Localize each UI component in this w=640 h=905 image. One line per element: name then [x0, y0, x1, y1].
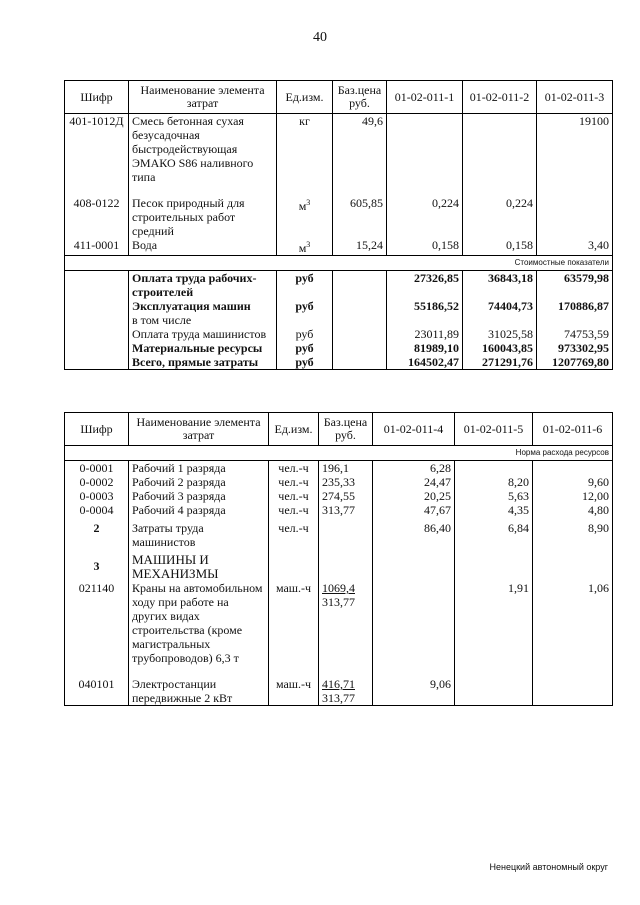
footer-region-label: Ненецкий автономный округ	[489, 862, 608, 872]
table-row	[65, 196, 613, 238]
summary-value-2: 74404,73	[463, 299, 537, 313]
section-title: МАШИНЫ И МЕХАНИЗМЫ	[129, 549, 269, 581]
section-code: 3	[65, 549, 129, 581]
row-unit: $м^3$	[277, 238, 333, 256]
row-value-1: 86,40	[373, 517, 455, 549]
summary-value-1: 23011,89	[387, 327, 463, 341]
resource-table-1	[64, 80, 613, 370]
strip-label: Норма расхода ресурсов	[373, 446, 613, 461]
summary-name: Эксплуатация машин	[129, 299, 277, 313]
row-name: Электростанции передвижные 2 кВт	[129, 677, 269, 706]
summary-row	[65, 341, 613, 355]
row-price	[319, 581, 373, 665]
summary-row	[65, 271, 613, 300]
row-code: 411-0001	[65, 238, 129, 256]
summary-value-1: 164502,47	[387, 355, 463, 370]
row-value-2: 1,91	[455, 581, 533, 665]
row-unit: чел.-ч	[269, 461, 319, 476]
summary-row	[65, 313, 613, 327]
table-row	[65, 677, 613, 706]
row-price: 196,1	[319, 461, 373, 476]
resource-table-2	[64, 412, 613, 706]
row-value-1: 9,06	[373, 677, 455, 706]
header-col-6: 01-02-011-6	[533, 413, 613, 446]
row-value-1: 47,67	[373, 503, 455, 517]
row-price-secondary: 313,77	[322, 595, 355, 609]
summary-value-2: 271291,76	[463, 355, 537, 370]
row-value-2: 5,63	[455, 489, 533, 503]
row-value-1: 20,25	[373, 489, 455, 503]
summary-unit: руб	[277, 327, 333, 341]
header-unit: Ед.изм.	[277, 81, 333, 114]
row-code: 408-0122	[65, 196, 129, 238]
summary-unit: руб	[277, 271, 333, 300]
row-code: 0-0003	[65, 489, 129, 503]
row-price-primary: 1069,4	[322, 581, 355, 595]
row-name: Песок природный для строительных работ средний	[129, 196, 277, 238]
section-strip	[65, 446, 613, 461]
summary-value-2: 160043,85	[463, 341, 537, 355]
row-unit: чел.-ч	[269, 475, 319, 489]
row-code: 0-0002	[65, 475, 129, 489]
summary-unit: руб	[277, 355, 333, 370]
header-col-2: 01-02-011-2	[463, 81, 537, 114]
summary-name: Материальные ресурсы	[129, 341, 277, 355]
summary-unit	[277, 313, 333, 327]
summary-value-1	[387, 313, 463, 327]
row-value-1: 0,224	[387, 196, 463, 238]
summary-value-3: 63579,98	[537, 271, 613, 300]
summary-value-2	[463, 313, 537, 327]
row-value-3: 4,80	[533, 503, 613, 517]
summary-row	[65, 299, 613, 313]
row-value-1	[387, 114, 463, 185]
summary-name: Оплата труда машинистов	[129, 327, 277, 341]
summary-value-3: 74753,59	[537, 327, 613, 341]
header-base-price: Баз.цена руб.	[319, 413, 373, 446]
section-row	[65, 549, 613, 581]
header-name: Наименование элемента затрат	[129, 81, 277, 114]
row-name: Вода	[129, 238, 277, 256]
row-value-2: 0,224	[463, 196, 537, 238]
row-value-2: 8,20	[455, 475, 533, 489]
table-row	[65, 238, 613, 256]
row-unit: кг	[277, 114, 333, 185]
row-value-3	[533, 461, 613, 476]
row-value-3: 19100	[537, 114, 613, 185]
row-price-secondary: 313,77	[322, 691, 355, 705]
header-base-price: Баз.цена руб.	[333, 81, 387, 114]
row-name: Смесь бетонная сухая безусадочная быстродействующая ЭМАКО S86 наливного типа	[129, 114, 277, 185]
operators-row	[65, 517, 613, 549]
row-value-2: 6,84	[455, 517, 533, 549]
summary-value-3: 170886,87	[537, 299, 613, 313]
row-value-3: 1,06	[533, 581, 613, 665]
row-price: 605,85	[333, 196, 387, 238]
header-col-4: 01-02-011-4	[373, 413, 455, 446]
row-price: 235,33	[319, 475, 373, 489]
header-col-3: 01-02-011-3	[537, 81, 613, 114]
table-row	[65, 114, 613, 185]
summary-value-1: 55186,52	[387, 299, 463, 313]
row-name: Рабочий 4 разряда	[129, 503, 269, 517]
row-code: 021140	[65, 581, 129, 665]
row-value-3: 3,40	[537, 238, 613, 256]
row-price-primary: 416,71	[322, 677, 355, 691]
row-name: Краны на автомобильном ходу при работе на других видах строительства (кроме магистральных трубопроводов) 6,3 т	[129, 581, 269, 665]
strip-label: Стоимостные показатели	[65, 256, 613, 271]
table-row	[65, 489, 613, 503]
table-row	[65, 461, 613, 476]
header-code: Шифр	[65, 413, 129, 446]
row-name: Рабочий 3 разряда	[129, 489, 269, 503]
row-unit: $м^3$	[277, 196, 333, 238]
row-unit: чел.-ч	[269, 517, 319, 549]
header-name: Наименование элемента затрат	[129, 413, 269, 446]
summary-value-3: 1207769,80	[537, 355, 613, 370]
row-value-3: 9,60	[533, 475, 613, 489]
summary-row	[65, 355, 613, 370]
row-value-2	[455, 461, 533, 476]
summary-value-2: 31025,58	[463, 327, 537, 341]
row-code: 2	[65, 517, 129, 549]
summary-value-2: 36843,18	[463, 271, 537, 300]
row-name: Затраты труда машинистов	[129, 517, 269, 549]
header-code: Шифр	[65, 81, 129, 114]
row-value-3	[533, 677, 613, 706]
table-header-row	[65, 81, 613, 114]
row-value-3	[537, 196, 613, 238]
row-code: 0-0004	[65, 503, 129, 517]
row-name: Рабочий 2 разряда	[129, 475, 269, 489]
row-price: 274,55	[319, 489, 373, 503]
row-value-2	[455, 677, 533, 706]
summary-name: Всего, прямые затраты	[129, 355, 277, 370]
summary-unit: руб	[277, 299, 333, 313]
row-name: Рабочий 1 разряда	[129, 461, 269, 476]
header-col-1: 01-02-011-1	[387, 81, 463, 114]
row-unit: чел.-ч	[269, 489, 319, 503]
summary-row	[65, 327, 613, 341]
summary-unit: руб	[277, 341, 333, 355]
header-col-5: 01-02-011-5	[455, 413, 533, 446]
header-unit: Ед.изм.	[269, 413, 319, 446]
row-value-2: 4,35	[455, 503, 533, 517]
table-row	[65, 475, 613, 489]
row-value-1	[373, 581, 455, 665]
row-value-3: 12,00	[533, 489, 613, 503]
row-unit: маш.-ч	[269, 581, 319, 665]
page-number: 40	[313, 30, 327, 45]
row-price: 313,77	[319, 503, 373, 517]
table-header-row	[65, 413, 613, 446]
row-price	[319, 677, 373, 706]
row-code: 401-1012Д	[65, 114, 129, 185]
row-value-2	[463, 114, 537, 185]
row-unit: чел.-ч	[269, 503, 319, 517]
table-row	[65, 503, 613, 517]
table-row	[65, 581, 613, 665]
row-code: 040101	[65, 677, 129, 706]
row-value-1: 24,47	[373, 475, 455, 489]
summary-value-1: 27326,85	[387, 271, 463, 300]
summary-value-3: 973302,95	[537, 341, 613, 355]
row-unit: маш.-ч	[269, 677, 319, 706]
row-value-1: 0,158	[387, 238, 463, 256]
summary-name: в том числе	[129, 313, 277, 327]
row-value-1: 6,28	[373, 461, 455, 476]
summary-name: Оплата труда рабочих-строителей	[129, 271, 277, 300]
row-value-2: 0,158	[463, 238, 537, 256]
row-code: 0-0001	[65, 461, 129, 476]
row-price: 49,6	[333, 114, 387, 185]
summary-value-3	[537, 313, 613, 327]
row-price: 15,24	[333, 238, 387, 256]
row-value-3: 8,90	[533, 517, 613, 549]
summary-value-1: 81989,10	[387, 341, 463, 355]
section-strip	[65, 256, 613, 271]
